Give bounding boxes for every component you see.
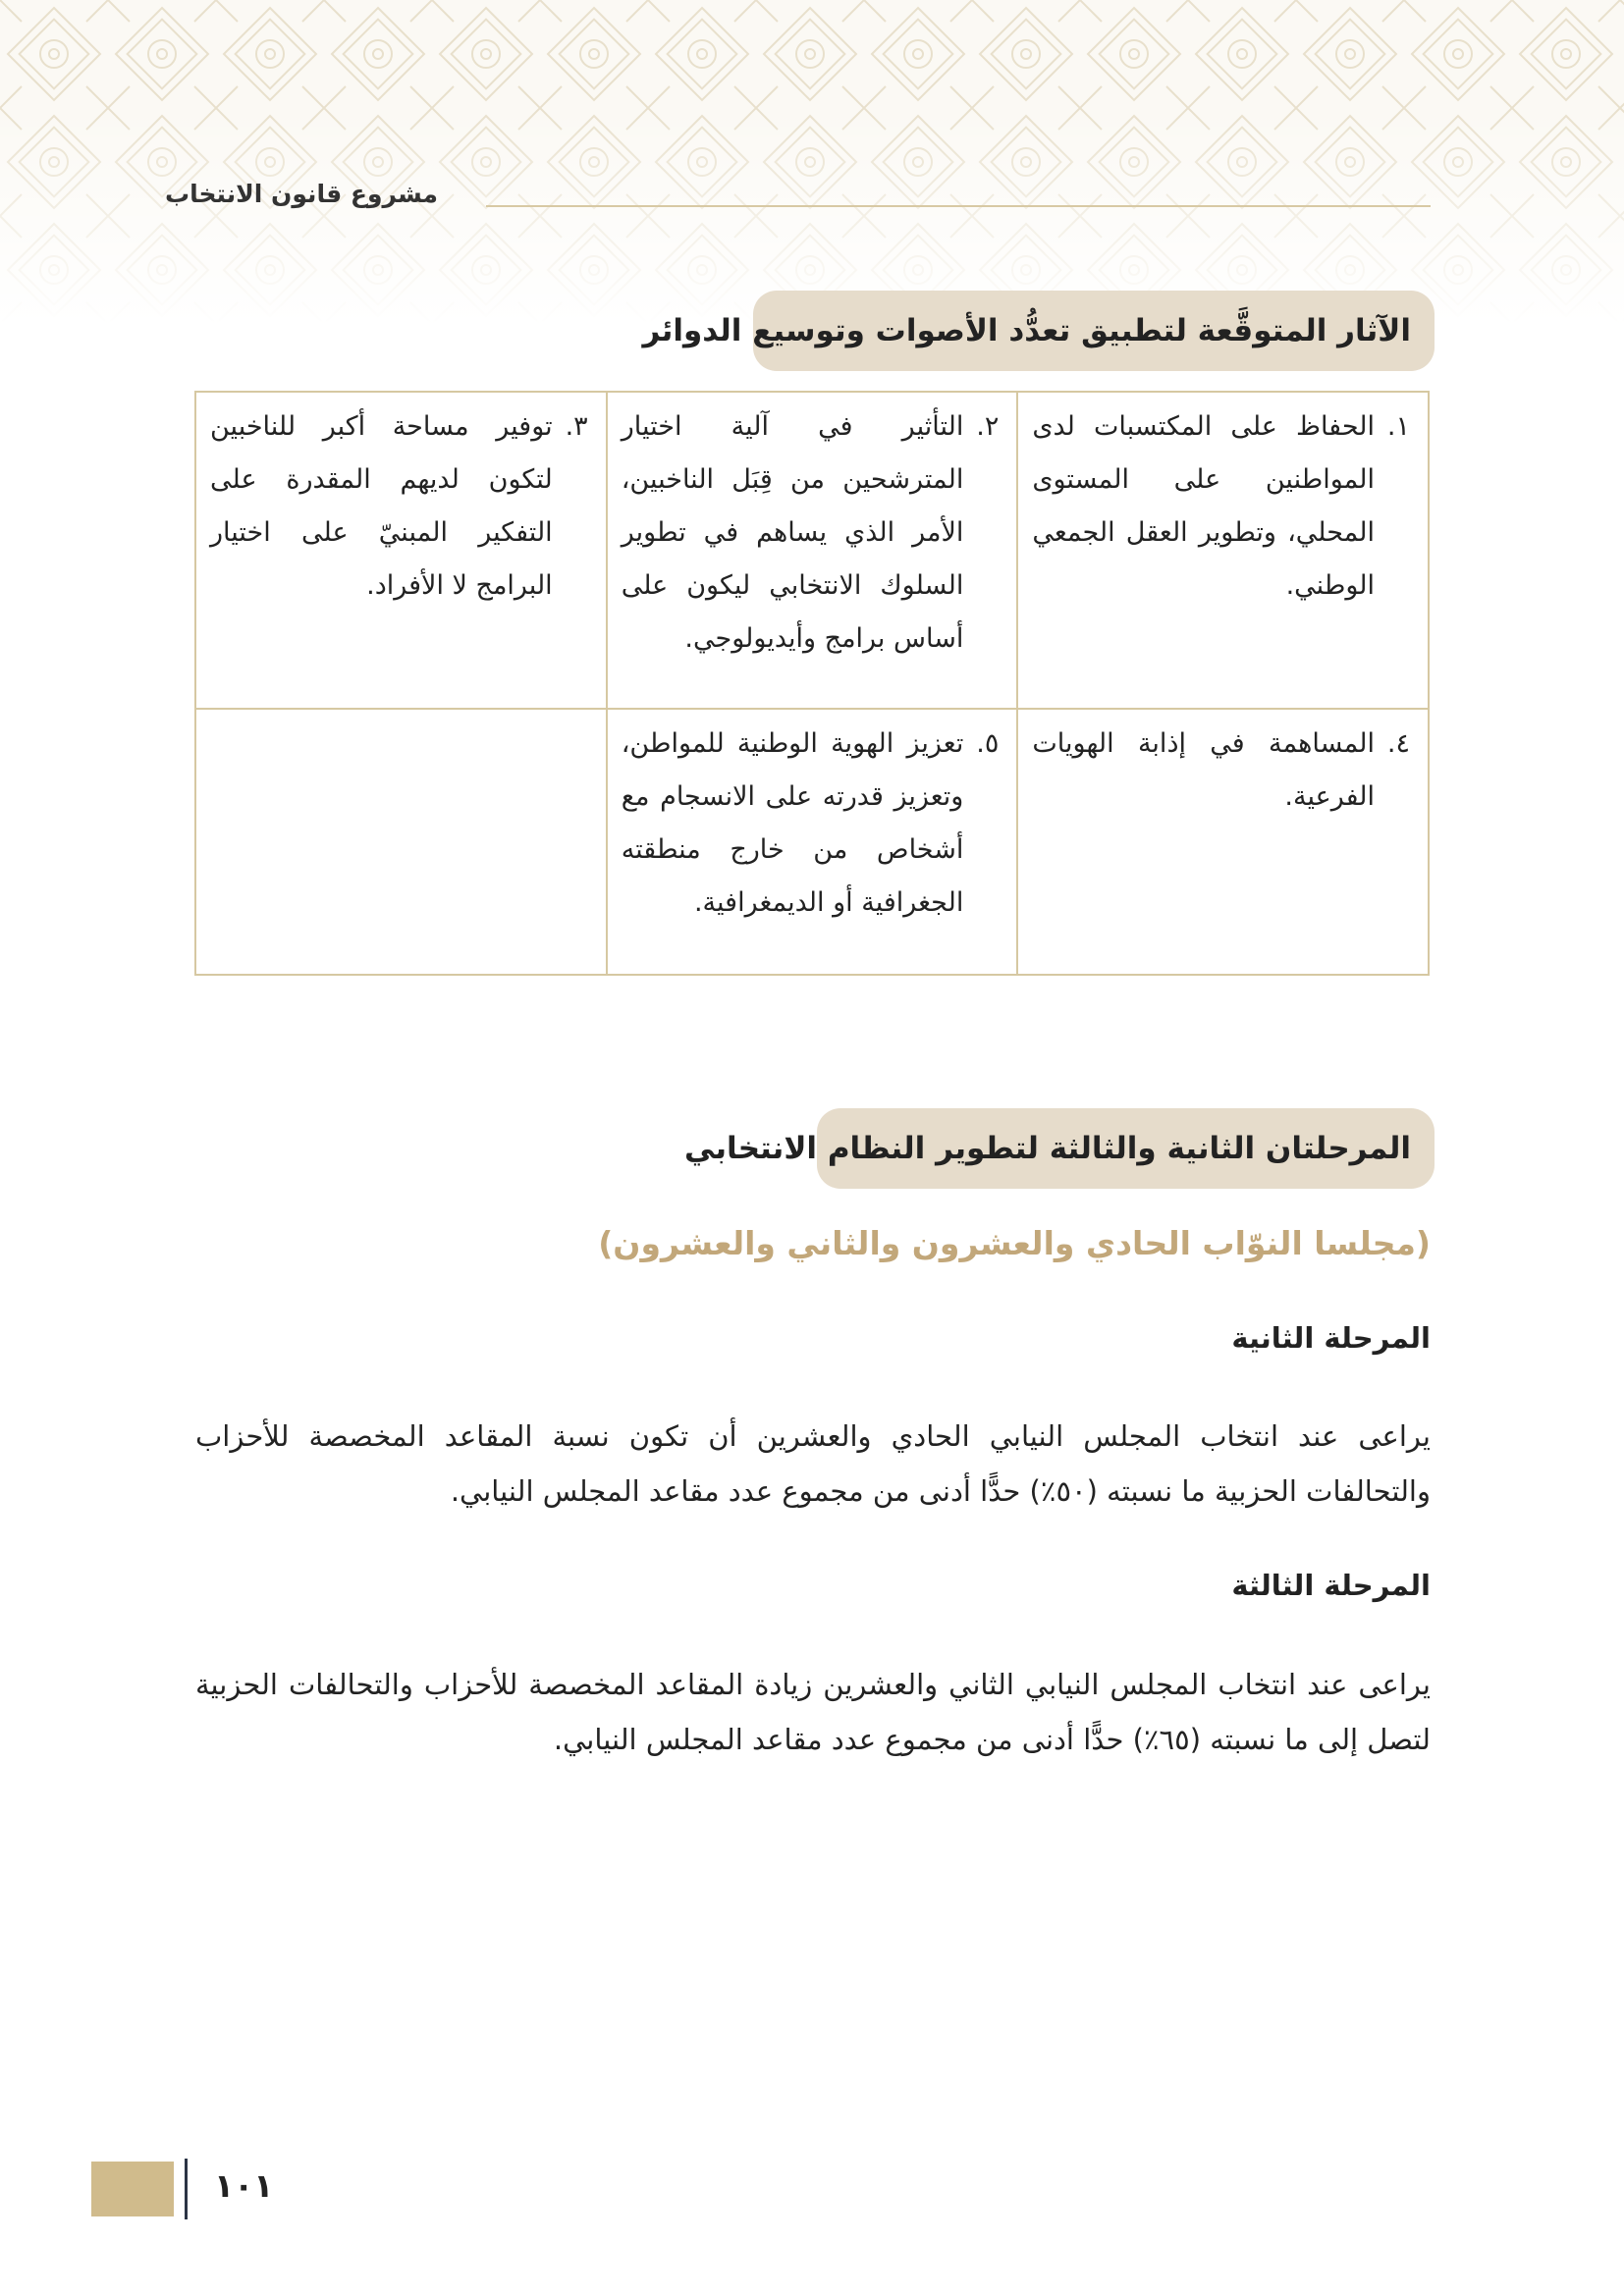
table-cell [1017,709,1429,975]
section-title-phases: المرحلتان الثانية والثالثة لتطوير النظام الانتخابي [817,1108,1435,1189]
item-number: ٢. [976,411,1000,442]
table-cell [607,392,1018,709]
list-item [1032,718,1410,824]
table-cell [1017,392,1429,709]
item-number: ٣. [565,411,588,442]
page-number: ١٠١ [214,2166,274,2205]
page-marker-box [91,2162,174,2216]
section-subtitle: (مجلسا النوّاب الحادي والعشرون والثاني والعشرون) [598,1224,1431,1262]
table-cell [607,709,1018,975]
phase3-paragraph: يراعى عند انتخاب المجلس النيابي الثاني والعشرين زيادة المقاعد المخصصة للأحزاب والتحالفات الحزبية لتصل إلى ما نسبته (٦٥٪) حدًّا أدنى من مجموع عدد مقاعد المجلس النيابي. [195,1668,1431,1756]
item-text: الحفاظ على المكتسبات لدى المواطنين على المستوى المحلي، وتطوير العقل الجمعي الوطني. [1032,411,1375,601]
item-text: المساهمة في إذابة الهويات الفرعية. [1032,728,1375,812]
list-item [622,718,1000,930]
page-marker-bar [185,2159,188,2219]
list-item [622,400,1000,666]
item-text: توفير مساحة أكبر للناخبين لتكون لديهم المقدرة على التفكير المبنيّ على اختيار البرامج لا الأفراد. [210,411,553,601]
list-item [210,400,588,613]
table-row [195,392,1429,709]
phase2-title: المرحلة الثانية [1231,1321,1431,1355]
item-text: تعزيز الهوية الوطنية للمواطن، وتعزيز قدرته على الانسجام مع أشخاص من خارج منطقته الجغرافية أو الديمغرافية. [621,728,964,918]
item-number: ٥. [976,728,1000,759]
decorative-pattern [0,0,1624,324]
list-item [1032,400,1410,613]
item-text: التأثير في آلية اختيار المترشحين من قِبَل الناخبين، الأمر الذي يساهم في تطوير السلوك الانتخابي ليكون على أساس برامج وأيديولوجي. [621,411,964,654]
table-cell [195,392,607,709]
item-number: ١. [1386,411,1410,442]
section-title-expected-effects: الآثار المتوقَّعة لتطبيق تعدُّد الأصوات وتوسيع الدوائر [753,291,1435,371]
phase2-paragraph: يراعى عند انتخاب المجلس النيابي الحادي والعشرين أن تكون نسبة المقاعد المخصصة للأحزاب والتحالفات الحزبية ما نسبته (٥٠٪) حدًّا أدنى من مجموع عدد مقاعد المجلس النيابي. [195,1419,1431,1508]
table-row [195,709,1429,975]
header-title: مشروع قانون الانتخاب [165,180,438,208]
item-number: ٤. [1386,728,1410,759]
table-cell-empty [195,709,607,975]
header-divider [486,205,1431,207]
effects-table [194,391,1430,976]
phase3-title: المرحلة الثالثة [1231,1569,1431,1602]
